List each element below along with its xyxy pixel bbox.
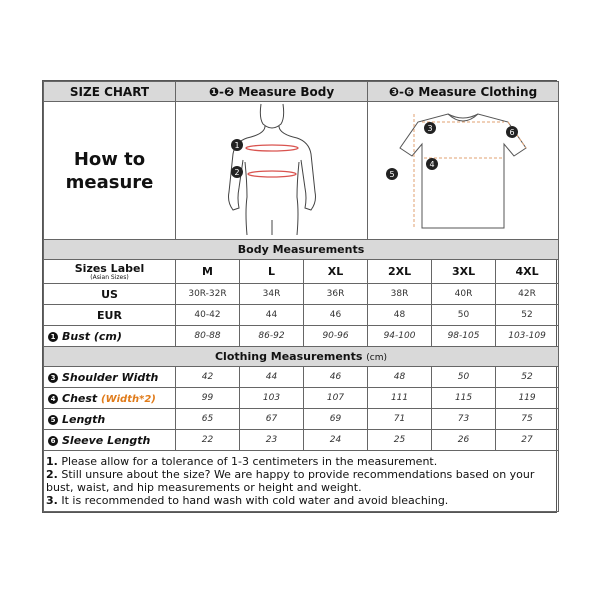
eur-value: 48 (368, 305, 432, 326)
sleeve-value: 22 (176, 430, 240, 451)
marker-2-label: 2 (233, 168, 240, 177)
size-2xl: 2XL (368, 260, 432, 284)
bust-row (44, 326, 559, 347)
shoulder-value: 48 (368, 367, 432, 388)
length-value: 65 (176, 409, 240, 430)
how-to-measure-title: How to measure (44, 102, 176, 240)
marker-4-icon: 4 (48, 394, 58, 404)
size-3xl: 3XL (432, 260, 496, 284)
bust-value: 103-109 (496, 326, 559, 347)
eur-value: 50 (432, 305, 496, 326)
eur-label: EUR (44, 305, 176, 326)
body-measurements-title: Body Measurements (44, 240, 559, 260)
length-row (44, 409, 559, 430)
length-value: 73 (432, 409, 496, 430)
notes-cell (44, 451, 559, 512)
shoulder-value: 44 (240, 367, 304, 388)
marker-6-label: 6 (509, 128, 515, 137)
eur-value: 40-42 (176, 305, 240, 326)
bust-value: 94-100 (368, 326, 432, 347)
body-measurements-header (44, 240, 559, 260)
shoulder-value: 50 (432, 367, 496, 388)
size-4xl: 4XL (496, 260, 559, 284)
marker-6-icon: 6 (48, 436, 58, 446)
chest-label-cell: 4 Chest (Width*2) (44, 388, 176, 409)
marker-1-label: 1 (233, 141, 240, 150)
us-value: 38R (368, 284, 432, 305)
note-1: 1. Please allow for a tolerance of 1-3 centimeters in the measurement. (46, 455, 438, 468)
bust-value: 86-92 (240, 326, 304, 347)
marker-5-icon: 5 (48, 415, 58, 425)
body-figure-cell (176, 102, 368, 240)
us-row (44, 284, 559, 305)
note-3: 3. It is recommended to hand wash with cold water and avoid bleaching. (46, 494, 449, 507)
clothing-measurements-title: Clothing Measurements (cm) (44, 347, 559, 367)
eur-row (44, 305, 559, 326)
marker-3-label: 3 (427, 124, 433, 133)
us-value: 36R (304, 284, 368, 305)
size-xl: XL (304, 260, 368, 284)
sizes-label-cell: Sizes Label (Asian Sizes) (44, 260, 176, 284)
length-value: 71 (368, 409, 432, 430)
shoulder-value: 52 (496, 367, 559, 388)
eur-value: 46 (304, 305, 368, 326)
us-value: 40R (432, 284, 496, 305)
length-value: 75 (496, 409, 559, 430)
chest-value: 119 (496, 388, 559, 409)
sleeve-value: 23 (240, 430, 304, 451)
notes-row (44, 451, 559, 512)
eur-value: 44 (240, 305, 304, 326)
us-value: 42R (496, 284, 559, 305)
size-chart-table (43, 81, 559, 512)
chest-value: 103 (240, 388, 304, 409)
marker-3-icon: 3 (48, 373, 58, 383)
body-outline-figure (177, 102, 367, 235)
marker-5-label: 5 (389, 170, 395, 179)
size-chart-title: SIZE CHART (44, 82, 176, 102)
chest-row (44, 388, 559, 409)
shoulder-row (44, 367, 559, 388)
chart-header-row (44, 82, 559, 102)
shoulder-value: 46 (304, 367, 368, 388)
waist-measure-line (248, 171, 296, 177)
shirt-figure-cell (368, 102, 559, 240)
sleeve-value: 24 (304, 430, 368, 451)
shoulder-label-cell: 3 Shoulder Width (44, 367, 176, 388)
us-label: US (44, 284, 176, 305)
chest-value: 115 (432, 388, 496, 409)
sleeve-label-cell: 6 Sleeve Length (44, 430, 176, 451)
clothing-measurements-header (44, 347, 559, 367)
bust-value: 90-96 (304, 326, 368, 347)
length-value: 67 (240, 409, 304, 430)
measure-clothing-header: ❸-❻ Measure Clothing (368, 82, 559, 102)
us-value: 30R-32R (176, 284, 240, 305)
sleeve-value: 26 (432, 430, 496, 451)
sleeve-row (44, 430, 559, 451)
chest-width-note: (Width*2) (101, 393, 156, 405)
sleeve-value: 25 (368, 430, 432, 451)
bust-label-cell: 1 Bust (cm) (44, 326, 176, 347)
tshirt-outline-figure (368, 102, 558, 235)
length-value: 69 (304, 409, 368, 430)
size-chart (42, 80, 557, 513)
bust-value: 98-105 (432, 326, 496, 347)
sizes-row (44, 260, 559, 284)
measure-body-header: ❶-❷ Measure Body (176, 82, 368, 102)
length-label-cell: 5 Length (44, 409, 176, 430)
shoulder-value: 42 (176, 367, 240, 388)
chest-value: 99 (176, 388, 240, 409)
marker-1-icon: 1 (48, 332, 58, 342)
note-2: 2. Still unsure about the size? We are happy to provide recommendations based on your bust, waist, and hip measurements or height and weight. (46, 468, 535, 494)
chest-value: 107 (304, 388, 368, 409)
marker-4-label: 4 (429, 160, 435, 169)
chest-value: 111 (368, 388, 432, 409)
illustration-row (44, 102, 559, 240)
bust-measure-line (246, 145, 298, 151)
size-l: L (240, 260, 304, 284)
eur-value: 52 (496, 305, 559, 326)
sleeve-value: 27 (496, 430, 559, 451)
us-value: 34R (240, 284, 304, 305)
size-m: M (176, 260, 240, 284)
bust-value: 80-88 (176, 326, 240, 347)
